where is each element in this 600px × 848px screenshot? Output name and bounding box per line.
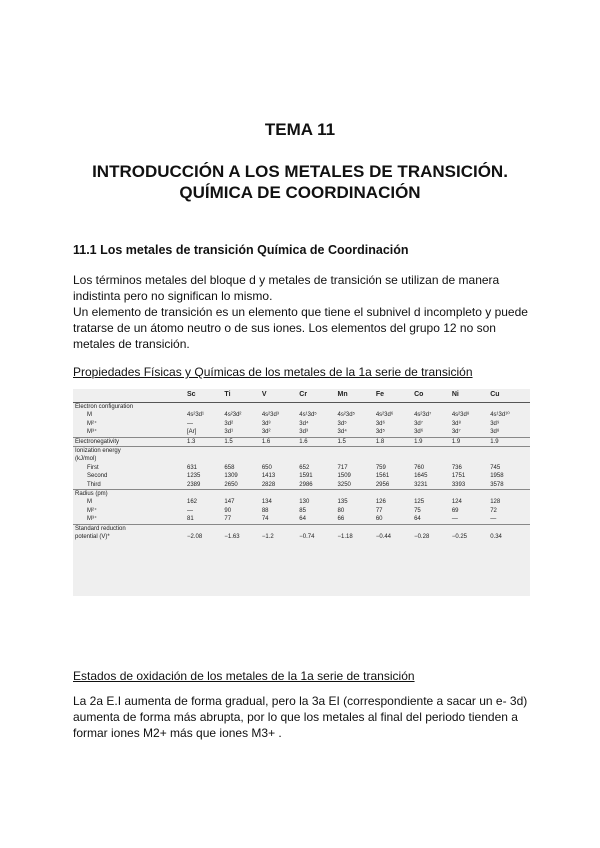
table-cell (412, 490, 450, 499)
table-cell: 2828 (261, 481, 276, 488)
table-cell: 3d² (261, 429, 271, 436)
table-cell: 3d¹ (224, 429, 234, 436)
table-cell: 1.8 (374, 437, 412, 446)
table-cell: 69 (451, 507, 459, 514)
table-cell: 135 (337, 499, 348, 506)
table-row-label: M (87, 499, 92, 506)
table-cell: 4s²3d⁸ (451, 412, 470, 419)
table-cell (260, 447, 297, 456)
table-cell (297, 524, 335, 533)
table-row-label: (kJ/mol) (75, 456, 97, 463)
table-cell: 3d⁸ (451, 420, 462, 427)
table-cell: 2956 (375, 481, 390, 488)
table-cell (412, 455, 450, 463)
table-header-v: V (260, 389, 297, 403)
table-row-label: First (87, 464, 99, 471)
table-cell: 147 (224, 499, 235, 506)
table-row (73, 481, 530, 490)
table-header-mn: Mn (336, 389, 374, 403)
table-cell: −0.25 (451, 534, 468, 541)
table-cell: 80 (337, 507, 345, 514)
table-cell: 126 (375, 499, 386, 506)
table-cell: 717 (337, 464, 348, 471)
table-cell (336, 455, 374, 463)
table-row (73, 437, 530, 446)
table-cell: 3250 (337, 481, 351, 488)
table-cell: 162 (187, 499, 198, 506)
table-cell (374, 447, 412, 456)
table-cell: 3393 (451, 481, 466, 488)
table-cell (374, 524, 412, 533)
table-cell (336, 403, 374, 412)
table-row (73, 411, 530, 419)
table-cell: 4s¹3d⁵ (299, 412, 317, 419)
table-cell: 1561 (375, 473, 390, 480)
table-cell (185, 447, 222, 456)
table-cell (374, 455, 412, 463)
table-header-row (73, 389, 530, 403)
table-cell: 3d³ (261, 420, 271, 427)
table-cell (260, 455, 297, 463)
table-row (73, 515, 530, 524)
table-header-cr: Cr (297, 389, 335, 403)
table-cell: 1.9 (412, 437, 450, 446)
table-cell: 4s²3d⁶ (375, 412, 394, 419)
table-row-label: Standard reduction (73, 524, 185, 533)
table-cell: −1.2 (261, 534, 274, 541)
table-cell (336, 490, 374, 499)
table-cell: 85 (299, 507, 306, 514)
table-cell (185, 403, 222, 412)
table-cell (488, 524, 530, 533)
tema-heading: TEMA 11 (264, 120, 336, 139)
table-cell (488, 403, 530, 412)
table-cell: — (187, 507, 193, 514)
table-header-cu: Cu (488, 389, 530, 403)
table-row-label: M²⁺ (87, 420, 98, 427)
table-header-sc: Sc (185, 389, 222, 403)
table-cell (412, 447, 450, 456)
table-row-label: M²⁺ (87, 507, 98, 514)
section-heading: 11.1 Los metales de transición Química de Coordinación (73, 243, 409, 257)
table-header-co: Co (412, 389, 450, 403)
table-cell (488, 455, 530, 463)
table-cell: −2.08 (187, 534, 203, 541)
table-cell: 4s²3d² (224, 412, 242, 419)
table-cell: 64 (414, 516, 421, 523)
table-cell (412, 403, 450, 412)
table-cell: 2650 (224, 481, 238, 488)
table-cell: 1235 (187, 473, 201, 480)
table-cell: [Ar] (187, 429, 197, 436)
table-cell (450, 403, 488, 412)
table-cell: 3d⁷ (414, 420, 423, 427)
title-line-2: QUÍMICA DE COORDINACIÓN (179, 183, 421, 202)
table-row-label: Electronegativity (73, 437, 185, 446)
table-cell: 1.6 (260, 437, 297, 446)
table-cell: 77 (375, 507, 383, 514)
table-header-ni: Ni (450, 389, 488, 403)
table-row (73, 403, 530, 412)
table-cell: 3d⁶ (375, 420, 385, 427)
table-cell: 0.34 (490, 534, 502, 541)
table-cell: 81 (187, 516, 194, 523)
table-cell (260, 403, 297, 412)
table-cell: 1.5 (222, 437, 259, 446)
table-cell: 130 (299, 499, 310, 506)
table-row (73, 428, 530, 437)
table-row (73, 533, 530, 541)
table-row-label: Ionization energy (73, 447, 185, 456)
table-cell: 1.3 (185, 437, 222, 446)
table-cell: −1.63 (224, 534, 240, 541)
table-cell (222, 447, 259, 456)
table-cell: 74 (261, 516, 269, 523)
table-cell: 124 (451, 499, 462, 506)
table-cell (185, 490, 222, 499)
table-cell: 1.9 (450, 437, 488, 446)
table-cell: 3d³ (299, 429, 308, 436)
table-cell: 1.6 (297, 437, 335, 446)
table-row (73, 464, 530, 472)
table-cell: 4s²3d³ (261, 412, 279, 419)
table-row-label: M (87, 412, 92, 419)
table-cell (450, 455, 488, 463)
table-cell: 3d⁵ (337, 420, 347, 427)
table-cell: 760 (414, 464, 425, 471)
table-row (73, 490, 530, 499)
table-cell (185, 524, 222, 533)
table-row (73, 472, 530, 480)
table-row (73, 455, 530, 463)
table-cell: 1645 (414, 473, 428, 480)
table-cell: 3d² (224, 420, 234, 427)
table-cell: −0.74 (299, 534, 315, 541)
table-cell: −0.28 (414, 534, 430, 541)
table-cell: 4s²3d¹ (187, 412, 205, 419)
table-cell: 3d⁸ (490, 429, 500, 436)
table-cell: 1309 (224, 473, 238, 480)
table-header-fe: Fe (374, 389, 412, 403)
table-cell (260, 524, 297, 533)
table-cell: 759 (375, 464, 386, 471)
table-cell: 60 (375, 516, 383, 523)
table-cell: 3d⁹ (490, 420, 500, 427)
table-cell: 652 (299, 464, 310, 471)
table-row-label: potential (V)* (75, 534, 110, 541)
table-cell: 4s²3d⁵ (337, 412, 356, 419)
table-cell: 72 (490, 507, 497, 514)
table-row-label: M³⁺ (87, 429, 98, 436)
table-row-label: Electron configuration (75, 404, 134, 410)
table-cell (297, 447, 335, 456)
table-cell (297, 403, 335, 412)
table-cell (222, 490, 259, 499)
table-row (73, 498, 530, 506)
table-cell: 128 (490, 499, 501, 506)
table-cell: 2389 (187, 481, 201, 488)
properties-table (73, 389, 530, 542)
table-row (73, 420, 530, 428)
table-cell: −0.44 (375, 534, 392, 541)
table-cell: 736 (451, 464, 462, 471)
table-cell: 1509 (337, 473, 351, 480)
table-cell: 66 (337, 516, 345, 523)
table-cell (488, 447, 530, 456)
table-cell: 4s²3d⁷ (414, 412, 432, 419)
table-cell (450, 447, 488, 456)
paragraph-3: La 2a E.I aumenta de forma gradual, pero la 3a EI (correspondiente a sacar un e- 3d) aumenta de forma más abrupta, por lo que los metales al final del periodo tienden a formar iones M2+ más que iones M3+ . (73, 694, 528, 740)
table-cell: 631 (187, 464, 198, 471)
table-cell: 3d⁷ (451, 429, 461, 436)
table-cell (185, 455, 222, 463)
table-cell (450, 524, 488, 533)
table-cell (222, 403, 259, 412)
table-cell: 64 (299, 516, 306, 523)
table-cell: 3d⁴ (337, 429, 347, 436)
table-cell: 3d⁴ (299, 420, 309, 427)
table-cell (222, 524, 259, 533)
table-row (73, 507, 530, 515)
properties-table-image (73, 389, 530, 596)
table-cell (374, 490, 412, 499)
table-cell: 88 (261, 507, 269, 514)
table-row-label: M³⁺ (87, 516, 98, 523)
table-cell: 75 (414, 507, 421, 514)
table-cell: 1591 (299, 473, 313, 480)
title-line-1: INTRODUCCIÓN A LOS METALES DE TRANSICIÓN. (92, 162, 508, 181)
table-cell (374, 403, 412, 412)
table-cell (260, 490, 297, 499)
table-cell: 745 (490, 464, 501, 471)
table-row-label: Third (87, 481, 101, 488)
table-cell: 1.9 (488, 437, 530, 446)
table-cell: — (490, 516, 497, 523)
table-cell: — (451, 516, 458, 523)
table-cell: 3d⁶ (414, 429, 424, 436)
table-cell: 1413 (261, 473, 276, 480)
table-cell (297, 455, 335, 463)
table-cell (450, 490, 488, 499)
table-row-label: Radius (pm) (73, 490, 185, 499)
table-cell (297, 490, 335, 499)
table-cell (488, 490, 530, 499)
table-cell: 125 (414, 499, 425, 506)
subheading-properties: Propiedades Físicas y Químicas de los metales de la 1a serie de transición (73, 365, 473, 379)
table-header-ti: Ti (222, 389, 259, 403)
table-cell: 650 (261, 464, 272, 471)
table-cell: — (187, 420, 193, 427)
table-cell: 134 (261, 499, 272, 506)
table-cell: 4s¹3d¹⁰ (490, 412, 510, 419)
subheading-oxidation: Estados de oxidación de los metales de la 1a serie de transición (73, 669, 415, 683)
table-cell (412, 524, 450, 533)
table-cell: 3231 (414, 481, 428, 488)
table-cell: 3d⁵ (375, 429, 385, 436)
table-row (73, 524, 530, 533)
table-cell: 1958 (490, 473, 504, 480)
table-row (73, 447, 530, 456)
table-cell: −1.18 (337, 534, 353, 541)
table-cell (336, 524, 374, 533)
table-row-label: Second (87, 473, 108, 480)
table-cell: 1.5 (336, 437, 374, 446)
paragraph-2: Un elemento de transición es un elemento que tiene el subnivel d incompleto y puede tratarse de un átomo neutro o de sus iones. Los elementos del grupo 12 no son metales de transición. (73, 305, 528, 351)
paragraph-1: Los términos metales del bloque d y metales de transición se utilizan de manera indistinta pero no significan lo mismo. (73, 273, 500, 303)
table-cell (336, 447, 374, 456)
table-cell: 90 (224, 507, 232, 514)
table-cell: 3578 (490, 481, 504, 488)
table-body (73, 403, 530, 542)
table-header-blank (73, 389, 185, 403)
table-cell: 77 (224, 516, 232, 523)
table-cell: 658 (224, 464, 235, 471)
table-cell: 1751 (451, 473, 466, 480)
table-cell (222, 455, 259, 463)
table-cell: 2986 (299, 481, 313, 488)
